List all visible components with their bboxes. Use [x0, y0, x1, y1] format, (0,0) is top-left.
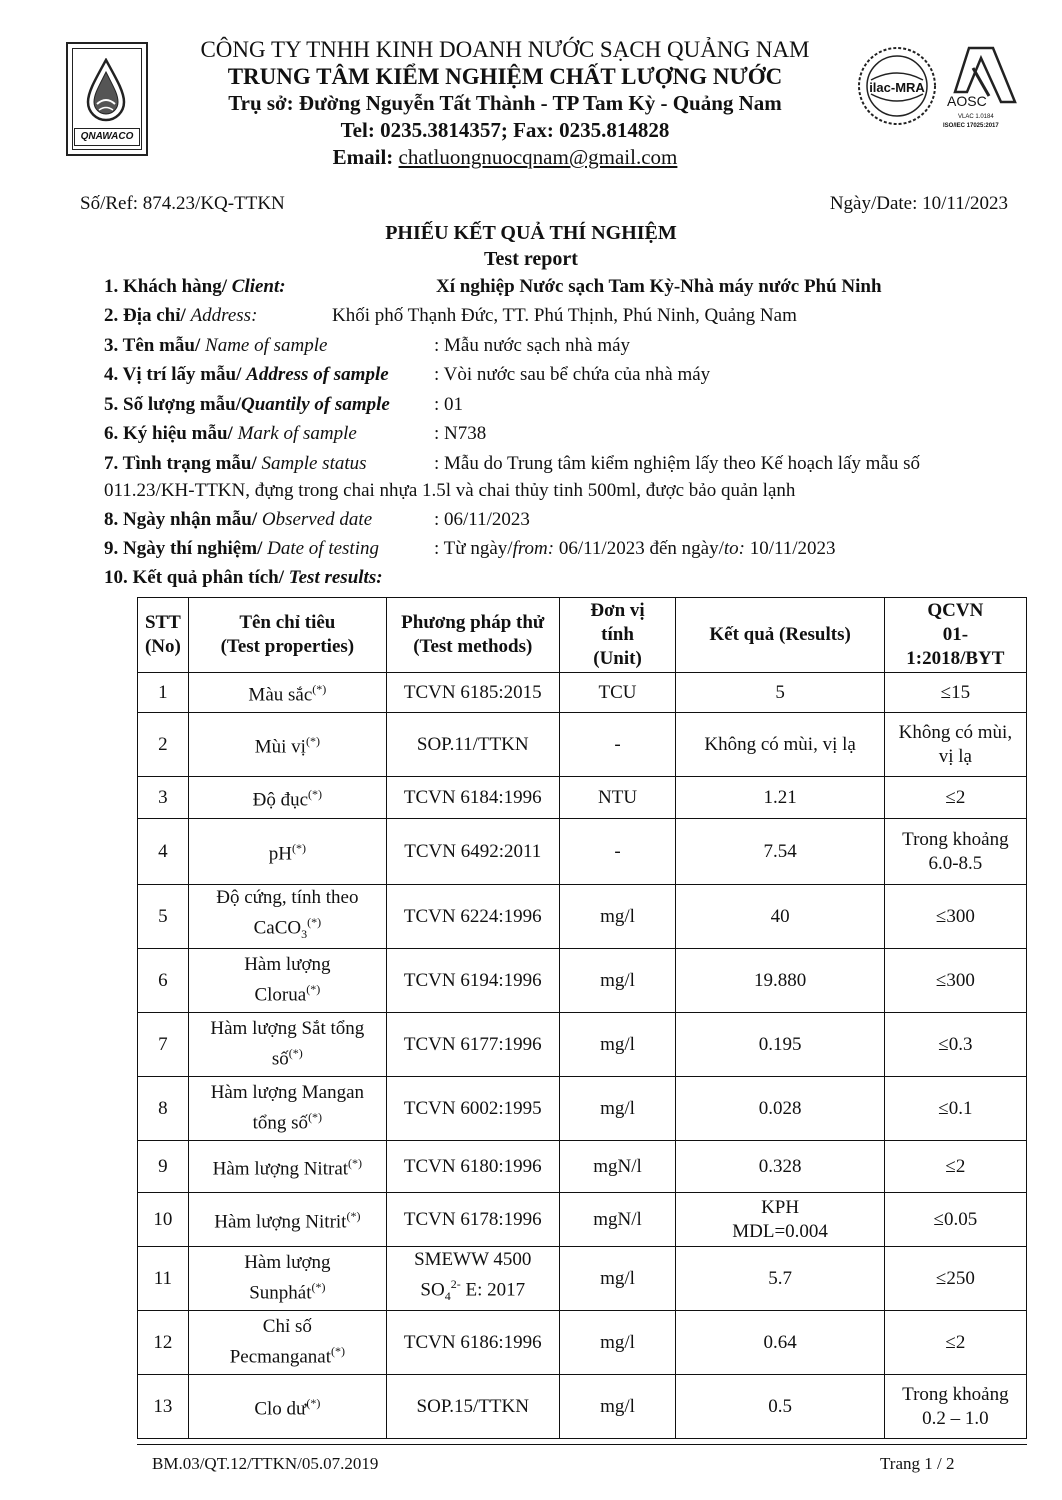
table-row	[138, 713, 1027, 777]
logo-label: QNAWACO	[74, 128, 140, 146]
cell-stt: 3	[138, 777, 189, 819]
iso-text: ISO/IEC 17025:2017	[943, 123, 999, 129]
table-header-row	[138, 598, 1027, 673]
cell-property: Hàm lượng Sunphát(*)	[188, 1247, 386, 1311]
cell-standard: ≤2	[884, 1311, 1026, 1375]
observed-date-line: 8. Ngày nhận mẫu/ Observed date	[104, 509, 373, 530]
report-title	[0, 220, 1062, 272]
col-header-method: Phương pháp thử (Test methods)	[386, 598, 559, 673]
title-vietnamese: PHIẾU KẾT QUẢ THÍ NGHIỆM	[385, 222, 677, 244]
cell-stt: 12	[138, 1311, 189, 1375]
cell-unit: mg/l	[559, 1375, 676, 1439]
cell-stt: 8	[138, 1077, 189, 1141]
contact-phone: Tel: 0235.3814357; Fax: 0235.814828	[340, 118, 670, 142]
cell-unit: mg/l	[559, 949, 676, 1013]
cell-property: Hàm lượng Nitrit(*)	[188, 1193, 386, 1247]
accreditation-logos	[855, 40, 1020, 132]
address-value: Khối phố Thạnh Đức, TT. Phú Thịnh, Phú Ninh, Quảng Nam	[332, 305, 797, 326]
table-row	[138, 949, 1027, 1013]
cell-property: Mùi vị(*)	[188, 713, 386, 777]
cell-result: 40	[676, 885, 884, 949]
quantity-value: : 01	[434, 394, 464, 415]
ilac-text: ilac-MRA	[869, 80, 925, 95]
mark-value: : N738	[434, 423, 487, 444]
col-header-unit: Đơn vị tính (Unit)	[559, 598, 676, 673]
cell-result: 0.5	[676, 1375, 884, 1439]
cell-stt: 9	[138, 1141, 189, 1193]
cell-stt: 2	[138, 713, 189, 777]
quantity-line: 5. Số lượng mẫu/Quantily of sample	[104, 394, 390, 415]
footer-divider	[137, 1444, 1027, 1445]
col-header-result: Kết quả (Results)	[676, 598, 884, 673]
cell-standard: ≤2	[884, 777, 1026, 819]
cell-unit: mgN/l	[559, 1193, 676, 1247]
cell-result: 7.54	[676, 819, 884, 885]
cell-method: TCVN 6186:1996	[386, 1311, 559, 1375]
cell-stt: 6	[138, 949, 189, 1013]
title-english: Test report	[484, 248, 578, 270]
page-number: Trang 1 / 2	[880, 1454, 955, 1473]
contact-email-line	[170, 144, 840, 171]
cell-stt: 13	[138, 1375, 189, 1439]
table-row	[138, 819, 1027, 885]
cell-unit: mg/l	[559, 885, 676, 949]
cell-method: SOP.11/TTKN	[386, 713, 559, 777]
cell-unit: NTU	[559, 777, 676, 819]
cell-result: 0.328	[676, 1141, 884, 1193]
cell-method: SOP.15/TTKN	[386, 1375, 559, 1439]
col-header-property: Tên chỉ tiêu (Test properties)	[188, 598, 386, 673]
cell-standard: ≤15	[884, 673, 1026, 713]
cell-unit: mgN/l	[559, 1141, 676, 1193]
mark-line: 6. Ký hiệu mẫu/ Mark of sample	[104, 423, 357, 444]
email-link[interactable]: chatluongnuocqnam@gmail.com	[398, 145, 678, 169]
cell-standard: ≤0.1	[884, 1077, 1026, 1141]
company-name: CÔNG TY TNHH KINH DOANH NƯỚC SẠCH QUẢNG NAM	[200, 37, 810, 62]
center-name: TRUNG TÂM KIỂM NGHIỆM CHẤT LƯỢNG NƯỚC	[227, 64, 783, 89]
cell-method: TCVN 6178:1996	[386, 1193, 559, 1247]
cell-standard: ≤250	[884, 1247, 1026, 1311]
cell-stt: 11	[138, 1247, 189, 1311]
cell-method: TCVN 6177:1996	[386, 1013, 559, 1077]
cell-standard: Trong khoảng 6.0-8.5	[884, 819, 1026, 885]
table-row	[138, 673, 1027, 713]
cell-result: Không có mùi, vị lạ	[676, 713, 884, 777]
client-line: 1. Khách hàng/ Client:	[104, 276, 286, 297]
cell-property: Hàm lượng Clorua(*)	[188, 949, 386, 1013]
cell-standard: ≤0.05	[884, 1193, 1026, 1247]
cell-standard: ≤2	[884, 1141, 1026, 1193]
table-row	[138, 885, 1027, 949]
aosc-text: AOSC	[947, 93, 987, 109]
sample-location-line: 4. Vị trí lấy mẫu/ Address of sample	[104, 364, 389, 385]
report-date: Ngày/Date: 10/11/2023	[829, 193, 1008, 214]
cell-unit: mg/l	[559, 1247, 676, 1311]
results-heading: 10. Kết quả phân tích/ Test results:	[104, 567, 383, 588]
cell-result: 19.880	[676, 949, 884, 1013]
cell-stt: 4	[138, 819, 189, 885]
cell-property: Clo dư(*)	[188, 1375, 386, 1439]
cell-result: KPH MDL=0.004	[676, 1193, 884, 1247]
table-row	[138, 1247, 1027, 1311]
sample-name-value: : Mẫu nước sạch nhà máy	[434, 335, 631, 356]
cell-unit: mg/l	[559, 1077, 676, 1141]
client-value: Xí nghiệp Nước sạch Tam Kỳ-Nhà máy nước Phú Ninh	[436, 276, 882, 297]
cell-standard: ≤300	[884, 885, 1026, 949]
observed-date-value: : 06/11/2023	[434, 509, 530, 530]
letterhead	[170, 36, 840, 171]
cell-property: Hàm lượng Mangan tổng số(*)	[188, 1077, 386, 1141]
cell-property: Độ cứng, tính theo CaCO$_3$(*)	[188, 885, 386, 949]
results-table	[137, 597, 1027, 1439]
cell-unit: mg/l	[559, 1311, 676, 1375]
sample-location-value: : Vòi nước sau bể chứa của nhà máy	[434, 364, 711, 385]
cell-method: TCVN 6492:2011	[386, 819, 559, 885]
testing-date-value: : Từ ngày/from: 06/11/2023 đến ngày/to: 10/11/2023	[434, 538, 836, 559]
cell-property: pH(*)	[188, 819, 386, 885]
cell-result: 0.028	[676, 1077, 884, 1141]
cell-method: TCVN 6184:1996	[386, 777, 559, 819]
cell-result: 0.195	[676, 1013, 884, 1077]
cell-standard: ≤300	[884, 949, 1026, 1013]
cell-standard: ≤0.3	[884, 1013, 1026, 1077]
cell-result: 0.64	[676, 1311, 884, 1375]
water-drop-icon	[85, 58, 127, 124]
address-line: 2. Địa chỉ/ Address:	[104, 305, 258, 326]
vlac-text: VLAC 1.0184	[958, 114, 994, 120]
cell-method: TCVN 6224:1996	[386, 885, 559, 949]
cell-result: 1.21	[676, 777, 884, 819]
cell-method: TCVN 6002:1995	[386, 1077, 559, 1141]
form-code: BM.03/QT.12/TTKN/05.07.2019	[152, 1454, 379, 1473]
cell-unit: -	[559, 819, 676, 885]
cell-property: Hàm lượng Nitrat(*)	[188, 1141, 386, 1193]
cell-property: Hàm lượng Sắt tổng số(*)	[188, 1013, 386, 1077]
table-row	[138, 1141, 1027, 1193]
table-row	[138, 1311, 1027, 1375]
col-header-standard: QCVN 01- 1:2018/BYT	[884, 598, 1026, 673]
cell-property: Độ đục(*)	[188, 777, 386, 819]
ilac-mra-logo	[859, 48, 935, 124]
cell-unit: -	[559, 713, 676, 777]
cell-standard: Trong khoảng 0.2 – 1.0	[884, 1375, 1026, 1439]
cell-stt: 5	[138, 885, 189, 949]
table-row	[138, 1375, 1027, 1439]
col-header-stt: STT (No)	[138, 598, 189, 673]
table-row	[138, 1013, 1027, 1077]
table-row	[138, 1193, 1027, 1247]
reference-number: Số/Ref: 874.23/KQ-TTKN	[80, 193, 285, 214]
cell-method: TCVN 6194:1996	[386, 949, 559, 1013]
status-continuation: 011.23/KH-TTKN, đựng trong chai nhựa 1.5l và chai thủy tinh 500ml, được bảo quản lạnh	[104, 480, 796, 501]
cell-standard: Không có mùi, vị lạ	[884, 713, 1026, 777]
status-value: : Mẫu do Trung tâm kiểm nghiệm lấy theo Kế hoạch lấy mẫu số	[434, 453, 921, 474]
aosc-logo	[943, 48, 1015, 129]
email-label: Email:	[332, 145, 399, 169]
cell-method: SMEWW 4500 $SO_4^{2-}$ E: 2017	[386, 1247, 559, 1311]
status-line: 7. Tình trạng mẫu/ Sample status	[104, 453, 367, 474]
cell-stt: 7	[138, 1013, 189, 1077]
table-row	[138, 777, 1027, 819]
company-logo	[66, 42, 148, 156]
cell-property: Màu sắc(*)	[188, 673, 386, 713]
table-row	[138, 1077, 1027, 1141]
cell-property: Chỉ số Pecmanganat(*)	[188, 1311, 386, 1375]
cell-method: TCVN 6185:2015	[386, 673, 559, 713]
cell-result: 5.7	[676, 1247, 884, 1311]
cell-result: 5	[676, 673, 884, 713]
cell-unit: mg/l	[559, 1013, 676, 1077]
office-address: Trụ sở: Đường Nguyễn Tất Thành - TP Tam Kỳ - Quảng Nam	[228, 91, 782, 115]
cell-stt: 1	[138, 673, 189, 713]
cell-unit: TCU	[559, 673, 676, 713]
cell-stt: 10	[138, 1193, 189, 1247]
sample-name-line: 3. Tên mẫu/ Name of sample	[104, 335, 328, 356]
testing-date-line: 9. Ngày thí nghiệm/ Date of testing	[104, 538, 379, 559]
cell-method: TCVN 6180:1996	[386, 1141, 559, 1193]
